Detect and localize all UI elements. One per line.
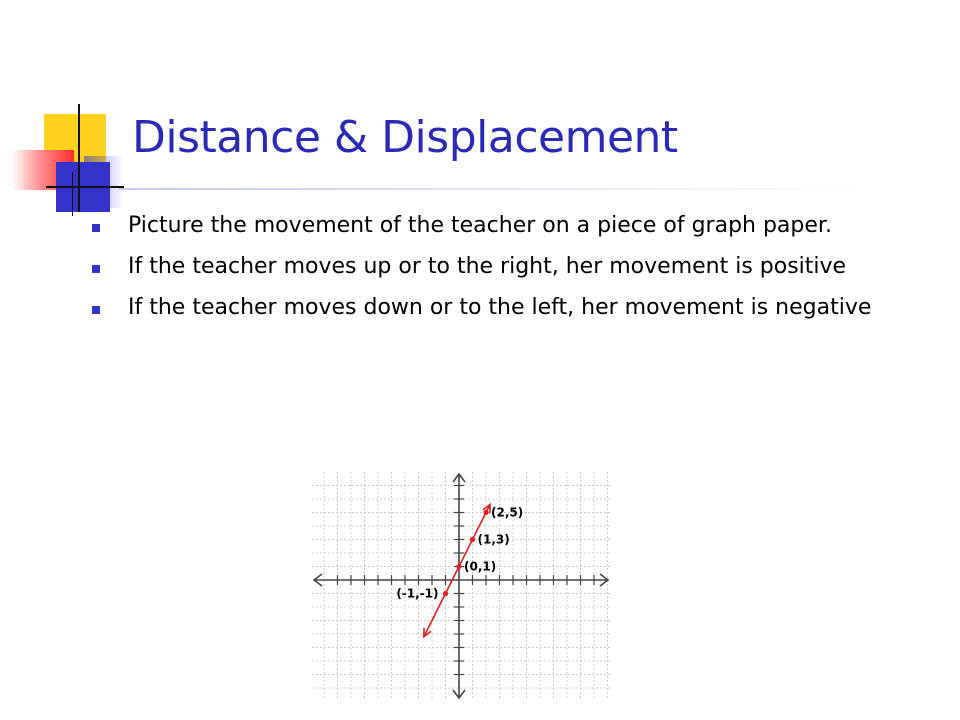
coordinate-graph xyxy=(308,468,614,704)
graph-grid xyxy=(312,472,610,700)
graph-axes xyxy=(314,474,608,698)
bullet-item xyxy=(92,210,872,241)
plot-point xyxy=(483,510,488,515)
point-label: (2,5) xyxy=(491,505,524,520)
square-bullet-icon xyxy=(92,306,100,314)
plot-point xyxy=(470,537,475,542)
decor-vertical-line xyxy=(78,104,80,212)
bullet-text: If the teacher moves down or to the left, her movement is negative xyxy=(128,295,872,320)
decor-blue-glow xyxy=(84,156,124,208)
decor-vertical-line-short xyxy=(72,172,73,216)
square-bullet-icon xyxy=(92,265,100,273)
plot-point xyxy=(456,564,461,569)
bullet-text: Picture the movement of the teacher on a piece of graph paper. xyxy=(128,213,832,238)
plot-point xyxy=(443,591,448,596)
point-label: (1,3) xyxy=(477,532,510,547)
point-label: (0,1) xyxy=(464,559,497,574)
bullet-item xyxy=(92,292,872,323)
decor-horizontal-line xyxy=(46,186,124,188)
title-underline xyxy=(118,188,878,190)
point-label: (-1,-1) xyxy=(396,586,439,601)
bullet-text: If the teacher moves up or to the right, her movement is positive xyxy=(128,254,847,279)
square-bullet-icon xyxy=(92,224,100,232)
slide-title: Distance & Displacement xyxy=(132,112,678,163)
bullet-item xyxy=(92,251,872,282)
bullet-list xyxy=(92,210,872,333)
